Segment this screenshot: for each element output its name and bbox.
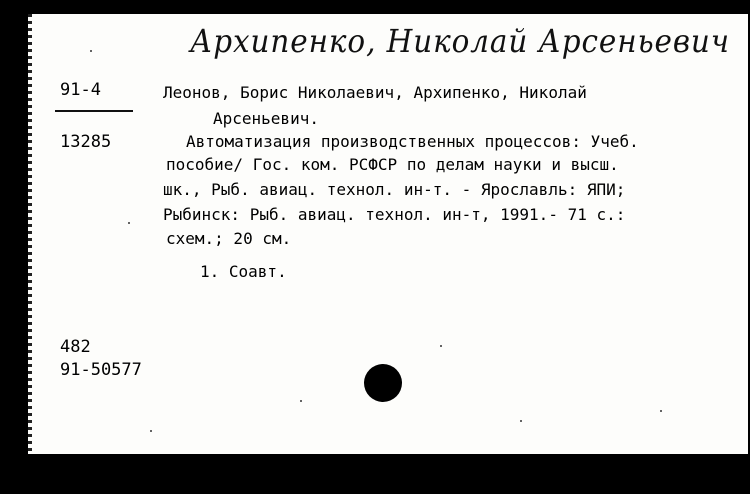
classification-code: 482 bbox=[60, 337, 91, 357]
tracing-note: 1. Соавт. bbox=[200, 262, 287, 281]
shelf-mark: 91-4 bbox=[60, 80, 101, 100]
entry-line-5: шк., Рыб. авиац. технол. ин-т. - Ярославль: ЯПИ; bbox=[163, 180, 626, 199]
entry-line-2: Арсеньевич. bbox=[213, 109, 319, 128]
speck bbox=[128, 222, 130, 224]
left-border bbox=[0, 0, 28, 494]
entry-line-3: Автоматизация производственных процессов: Учеб. bbox=[186, 132, 639, 151]
speck bbox=[440, 345, 442, 347]
speck bbox=[300, 400, 302, 402]
entry-line-4: пособие/ Гос. ком. РСФСР по делам науки и высш. bbox=[166, 155, 619, 174]
entry-line-7: схем.; 20 см. bbox=[166, 229, 292, 248]
speck bbox=[660, 410, 662, 412]
bottom-border bbox=[0, 454, 750, 494]
speck bbox=[520, 420, 522, 422]
speck bbox=[150, 430, 152, 432]
inventory-number: 13285 bbox=[60, 132, 112, 152]
speck bbox=[90, 50, 92, 52]
entry-line-6: Рыбинск: Рыб. авиац. технол. ин-т, 1991.- 71 с.: bbox=[163, 205, 626, 224]
card-edge bbox=[28, 14, 32, 454]
record-number: 91-50577 bbox=[60, 360, 142, 380]
card-punch-hole bbox=[364, 364, 402, 402]
entry-line-1: Леонов, Борис Николаевич, Архипенко, Николай bbox=[163, 83, 587, 102]
shelf-mark-underline bbox=[55, 110, 133, 112]
handwritten-author: Архипенко, Николай Арсеньевич bbox=[190, 22, 731, 60]
